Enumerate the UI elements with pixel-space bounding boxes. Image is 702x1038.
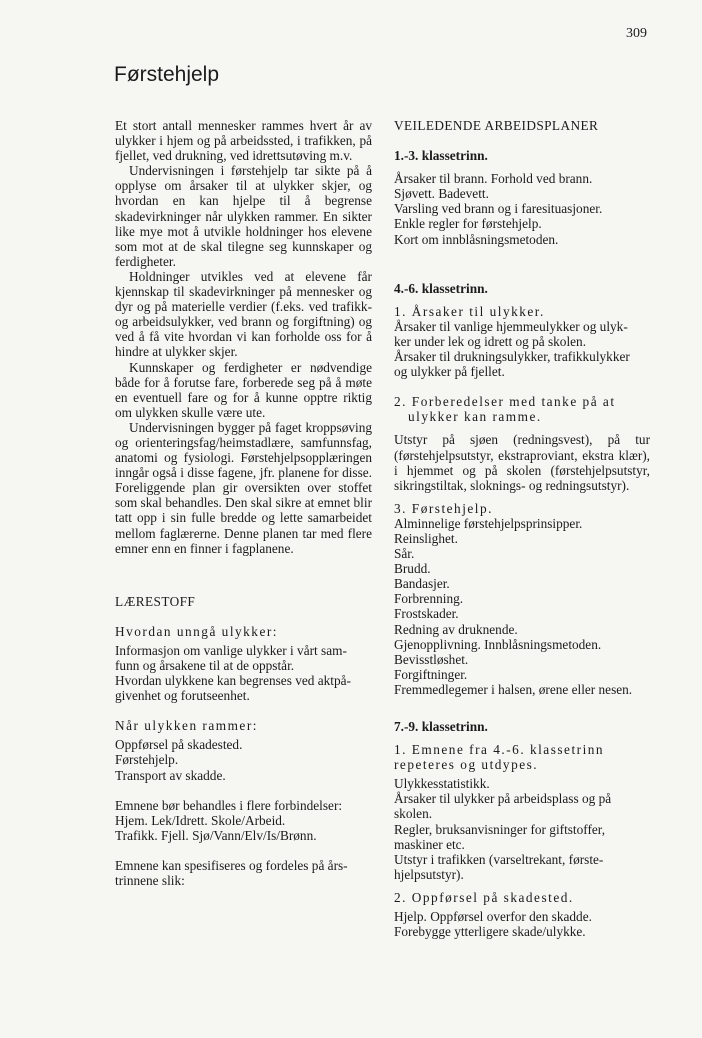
text-line: Gjenopplivning. Innblåsningsmetoden. — [394, 636, 602, 652]
text-line: Enkle regler for førstehjelp. — [394, 216, 542, 232]
text-line: Emnene bør behandles i flere forbindelser: — [115, 797, 343, 813]
text-line: Bandasjer. — [394, 576, 450, 592]
intro-paragraph: Et stort antall mennesker rammes hvert år av ulykker i hjem og på arbeidssted, i trafikken, på fjellet, ved drukning, ved idrettsutøving m.v. — [115, 118, 372, 164]
text-line: ker under lek og idrett og på skolen. — [394, 333, 587, 349]
text-line: maskiner etc. — [394, 836, 465, 852]
text-line: og ulykker på fjellet. — [394, 364, 505, 380]
intro-paragraph: Holdninger utvikles ved at elevene får kjennskap til skadevirkninger på mennesker og dyr og på materielle verdier (f.eks. ved trafikk- og arbeidsulykker, ved brann og forgiftning) og ved å få vite hvordan vi kan forholde oss for å hindre at ulykker skjer. — [115, 268, 372, 360]
text-line: Utstyr i trafikken (varseltrekant, første- — [394, 851, 604, 867]
text-line: Trafikk. Fjell. Sjø/Vann/Elv/Is/Brønn. — [115, 827, 317, 843]
left-column — [115, 118, 372, 888]
text-line: Ulykkesstatistikk. — [394, 776, 490, 792]
section-heading: Hvordan unngå ulykker: — [115, 623, 278, 639]
text-line: Reinslighet. — [394, 530, 458, 546]
text-line: Bevisstløshet. — [394, 651, 469, 667]
grade-heading: 7.-9. klassetrinn. — [394, 719, 488, 734]
text-line: Brudd. — [394, 561, 431, 577]
text-line: Redning av druknende. — [394, 621, 518, 637]
page-number: 309 — [626, 26, 647, 41]
text-line: Forebygge ytterligere skade/ulykke. — [394, 924, 586, 940]
page-title: Førstehjelp — [114, 63, 220, 86]
intro-paragraph: Kunnskaper og ferdigheter er nødvendige både for å forutse fare, forberede seg på å møte en eventuell fare og for å kunne opptre riktig om ulykken skulle være ute. — [115, 359, 372, 420]
grade-heading: 4.-6. klassetrinn. — [394, 280, 488, 296]
text-line: Fremmedlegemer i halsen, ørene eller nesen. — [394, 681, 633, 697]
right-column — [394, 118, 650, 939]
text-line: Alminnelige førstehjelpsprinsipper. — [394, 515, 583, 531]
text-line: Transport av skadde. — [115, 767, 226, 783]
text-line: Emnene kan spesifiseres og fordeles på års- — [115, 857, 348, 873]
text-line: skolen. — [394, 806, 433, 822]
item-text: Utstyr på sjøen (redningsvest), på tur (førstehjelpsutstyr, ekstraproviant, ekstra klær), i hjemmet og på skolen (førstehjelpsutstyr, sikringstiltak, sloknings- og redningsutstyr). — [394, 432, 650, 493]
text-line: Hjem. Lek/Idrett. Skole/Arbeid. — [115, 812, 286, 828]
text-line: Førstehjelp. — [115, 752, 179, 768]
text-line: funn og årsakene til at de oppstår. — [115, 658, 295, 673]
text-line: Varsling ved brann og i faresituasjoner. — [394, 201, 603, 217]
text-line: hjelpsutstyr). — [394, 866, 464, 882]
laerestoff-heading: LÆRESTOFF — [115, 593, 196, 609]
text-line: Sjøvett. Badevett. — [394, 186, 489, 202]
text-line: Årsaker til drukningsulykker, trafikkulykker — [394, 349, 630, 365]
item-title: 3. Førstehjelp. — [394, 500, 493, 516]
intro-paragraph: Undervisningen bygger på faget kroppsøving og orienteringsfag/heimstadlære, samfunnsfag, anatomi og fysiologi. Førstehjelpsopplæringen inngår også i disse fagene, jfr. planene for disse. Foreliggende plan gir oversikten over stoffet som skal behandles. Den skal sikre at emnet blir tatt opp i sin fulle bredde og lette samarbeidet mellom faglærerne. Denne planen tar med flere emner enn en finner i fagplanene. — [115, 419, 372, 556]
item-title: ulykker kan ramme. — [408, 409, 542, 425]
text-line: Forgiftninger. — [394, 666, 468, 682]
text-line: givenhet og forutseenhet. — [115, 688, 250, 704]
text-line: Sår. — [394, 546, 415, 562]
plans-heading: VEILEDENDE ARBEIDSPLANER — [394, 118, 599, 133]
text-line: Regler, bruksanvisninger for giftstoffer, — [394, 821, 606, 837]
item-title: 1. Emnene fra 4.-6. klassetrinn — [394, 742, 605, 758]
text-line: Oppførsel på skadested. — [115, 737, 243, 753]
text-line: Hjelp. Oppførsel overfor den skadde. — [394, 909, 592, 925]
item-title: 2. Forberedelser med tanke på at — [394, 394, 616, 410]
text-line: Kort om innblåsningsmetoden. — [394, 231, 559, 247]
text-line: Årsaker til vanlige hjemmeulykker og ulyk- — [394, 318, 628, 334]
item-title: 2. Oppførsel på skadested. — [394, 889, 574, 905]
text-line: trinnene slik: — [115, 873, 185, 889]
text-line: Årsaker til brann. Forhold ved brann. — [394, 171, 593, 187]
text-line: Forbrenning. — [394, 591, 464, 607]
grade-heading: 1.-3. klassetrinn. — [394, 148, 488, 164]
item-title: repeteres og utdypes. — [394, 757, 539, 773]
text-line: Årsaker til ulykker på arbeidsplass og på — [394, 791, 612, 807]
text-line: Informasjon om vanlige ulykker i vårt sam- — [115, 642, 347, 658]
text-line: Hvordan ulykkene kan begrenses ved aktpå- — [115, 673, 351, 689]
item-title: 1. Årsaker til ulykker. — [394, 303, 545, 319]
intro-paragraph: Undervisningen i førstehjelp tar sikte på å opplyse om årsaker til at ulykker skjer, og hvordan en kan hjelpe til å begrense skadevirkninger når ulykken rammer. En sikter like mye mot å utvikle holdninger hos elevene som mot at de skal tilegne seg kunnskaper og ferdigheter. — [115, 163, 372, 269]
section-heading: Når ulykken rammer: — [115, 718, 258, 734]
text-line: Frostskader. — [394, 606, 459, 622]
